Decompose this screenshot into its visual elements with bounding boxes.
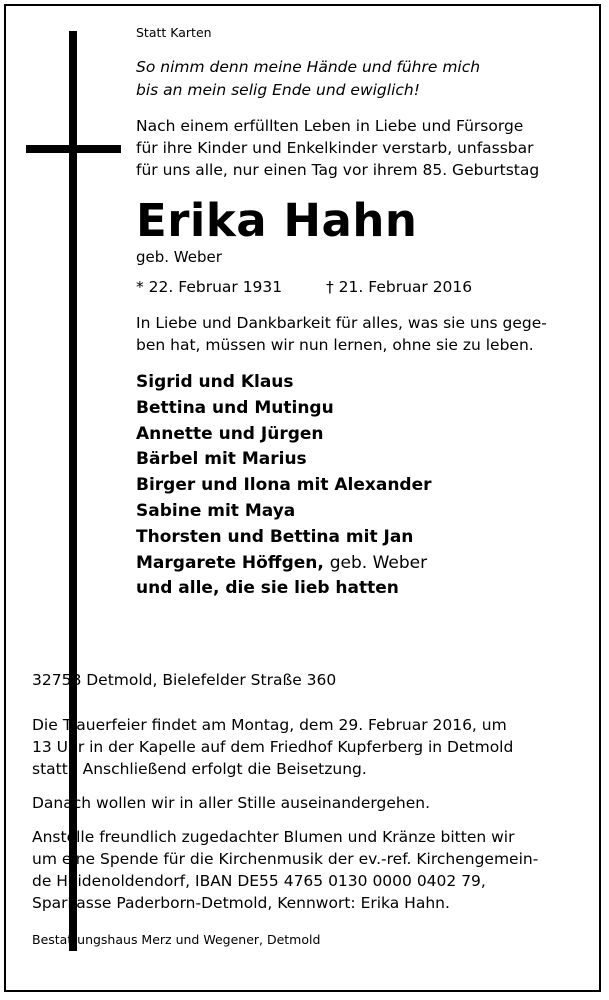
mourner-entry <box>136 551 586 577</box>
farewell-text: Danach wollen wir in aller Stille auseinandergehen. <box>32 794 431 812</box>
notice-header <box>136 24 586 602</box>
gratitude-line: In Liebe und Dankbarkeit für alles, was sie uns gege- <box>136 314 547 332</box>
deceased-name: Erika Hahn <box>136 194 418 247</box>
verse-line: bis an mein selig Ende und ewiglich! <box>136 81 420 99</box>
cross-horizontal-bar <box>26 145 121 153</box>
donation-line: um eine Spende für die Kirchenmusik der ev.-ref. Kirchengemein- <box>32 850 539 868</box>
mourner-name: Margarete Höffgen, <box>136 552 324 573</box>
mourner-entry: Sigrid und Klaus <box>136 372 294 392</box>
intro-text <box>136 115 586 181</box>
intro-line: für ihre Kinder und Enkelkinder verstarb, unfassbar <box>136 139 534 157</box>
funeral-service-text <box>32 714 577 780</box>
obituary-notice <box>4 4 601 992</box>
birth-name: geb. Weber <box>136 248 222 266</box>
gratitude-text <box>136 312 586 356</box>
mourners-list <box>136 370 586 602</box>
donation-line: Sparkasse Paderborn-Detmold, Kennwort: Erika Hahn. <box>32 894 450 912</box>
mourner-entry: und alle, die sie lieb hatten <box>136 578 399 599</box>
mourner-entry: Bärbel mit Marius <box>136 449 307 470</box>
death-date: † 21. Februar 2016 <box>326 278 473 296</box>
mourner-birth-name: geb. Weber <box>329 552 428 573</box>
birth-date: * 22. Februar 1931 <box>136 278 283 296</box>
statt-karten-label: Statt Karten <box>136 25 212 40</box>
mourner-entry: Bettina und Mutingu <box>136 397 334 418</box>
funeral-line: Die Trauerfeier findet am Montag, dem 29. Februar 2016, um <box>32 716 507 734</box>
mourner-entry: Birger und Ilona mit Alexander <box>136 475 432 496</box>
gratitude-line: ben hat, müssen wir nun lernen, ohne sie zu leben. <box>136 336 534 354</box>
donation-line: de Heidenoldendorf, IBAN DE55 4765 0130 0000 0402 79, <box>32 872 486 890</box>
notice-body <box>32 669 577 949</box>
life-dates <box>136 276 586 298</box>
donation-text <box>32 826 577 914</box>
family-address: 32758 Detmold, Bielefelder Straße 360 <box>32 671 337 689</box>
mourner-entry: Sabine mit Maya <box>136 500 296 521</box>
intro-line: für uns alle, nur einen Tag vor ihrem 85. Geburtstag <box>136 161 540 179</box>
intro-line: Nach einem erfüllten Leben in Liebe und Fürsorge <box>136 117 524 135</box>
funeral-line: statt. Anschließend erfolgt die Beisetzung. <box>32 760 367 778</box>
mourner-entry: Annette und Jürgen <box>136 423 324 444</box>
funeral-home-credit: Bestattungshaus Merz und Wegener, Detmold <box>32 932 321 947</box>
bible-verse <box>136 56 586 102</box>
mourner-entry: Thorsten und Bettina mit Jan <box>136 526 414 547</box>
donation-line: Anstelle freundlich zugedachter Blumen und Kränze bitten wir <box>32 828 515 846</box>
verse-line: So nimm denn meine Hände und führe mich <box>136 58 481 76</box>
funeral-line: 13 Uhr in der Kapelle auf dem Friedhof Kupferberg in Detmold <box>32 738 514 756</box>
